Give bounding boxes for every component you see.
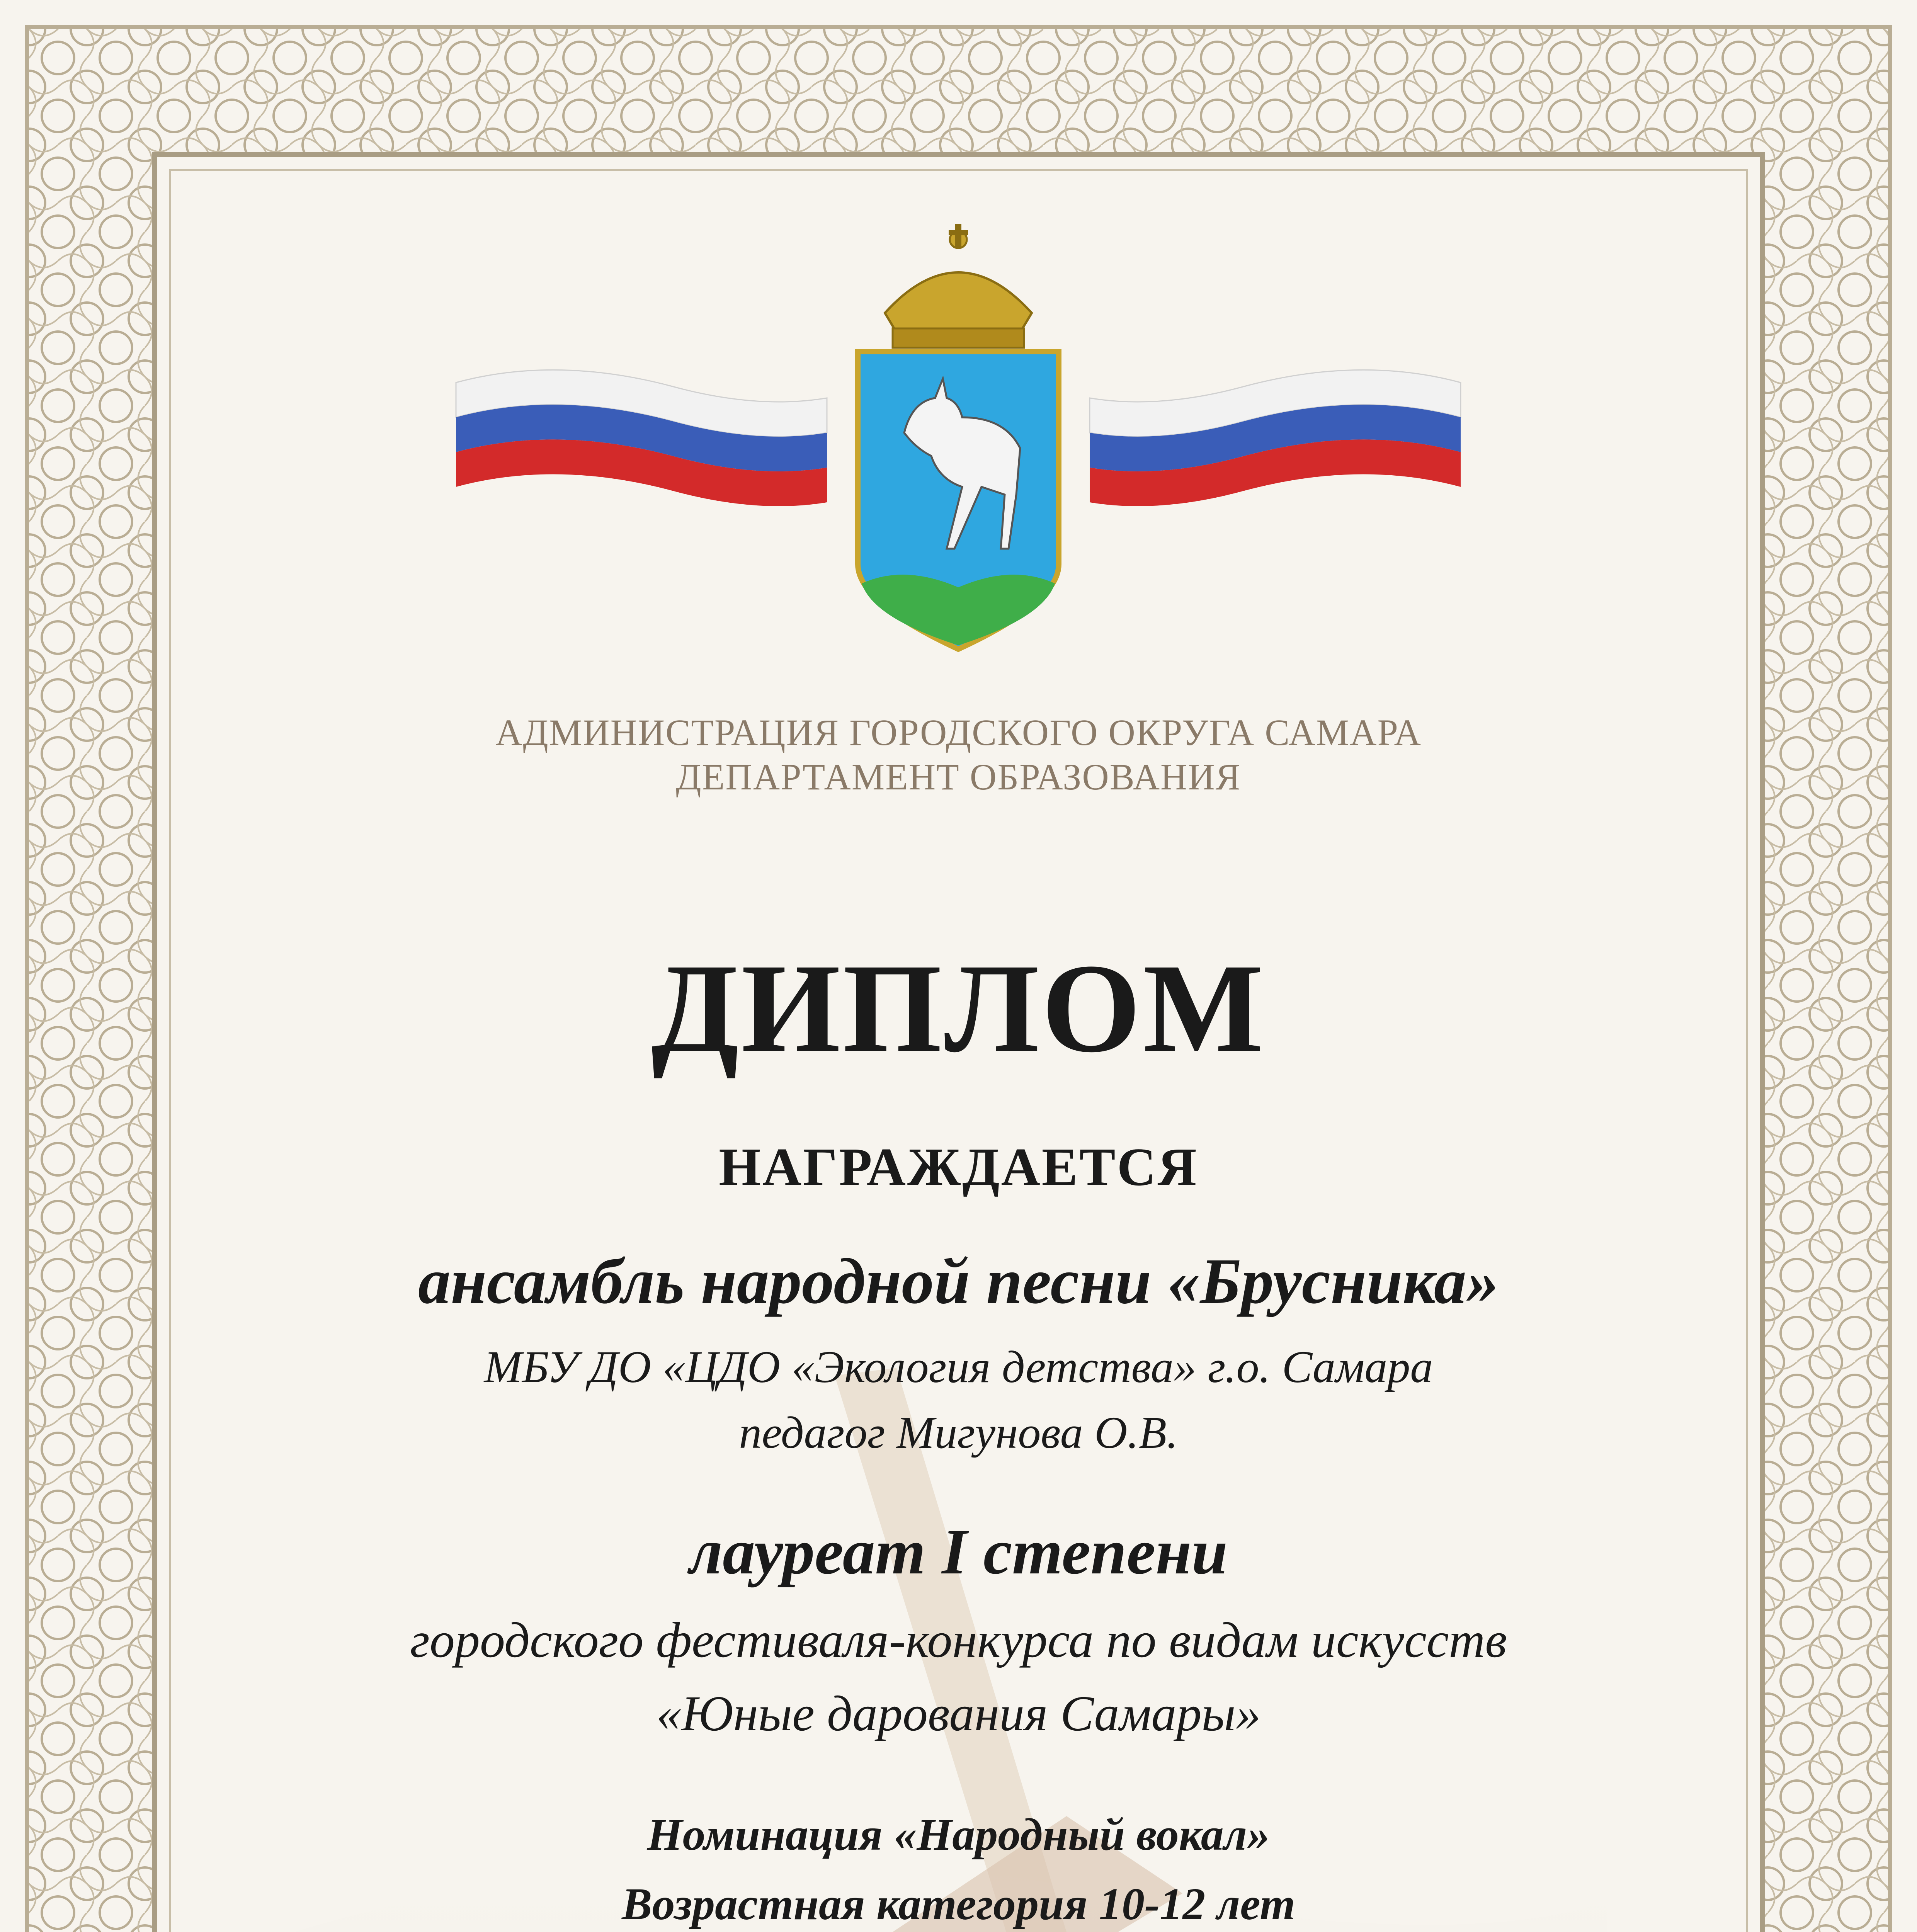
header-admin-line2: ДЕПАРТАМЕНТ ОБРАЗОВАНИЯ <box>676 756 1241 798</box>
awarded-label: НАГРАЖДАЕТСЯ <box>719 1137 1198 1197</box>
recipient-org: МБУ ДО «ЦДО «Экология детства» г.о. Самара <box>484 1342 1433 1392</box>
recipient-name: ансамбль народной песни «Брусника» <box>418 1245 1499 1317</box>
nomination: Номинация «Народный вокал» <box>647 1809 1270 1860</box>
age-category: Возрастная категория 10-12 лет <box>621 1879 1296 1929</box>
contest-line2: «Юные дарования Самары» <box>656 1686 1261 1742</box>
samara-coat-of-arms-icon <box>441 216 1476 661</box>
diploma-title: ДИПЛОМ <box>651 938 1266 1079</box>
header-admin-line1: АДМИНИСТРАЦИЯ ГОРОДСКОГО ОКРУГА САМАРА <box>495 712 1422 753</box>
contest-line1: городского фестиваля-конкурса по видам искусств <box>410 1612 1507 1668</box>
award-title: лауреат I степени <box>689 1516 1228 1588</box>
recipient-teacher: педагог Мигунова О.В. <box>739 1407 1178 1458</box>
